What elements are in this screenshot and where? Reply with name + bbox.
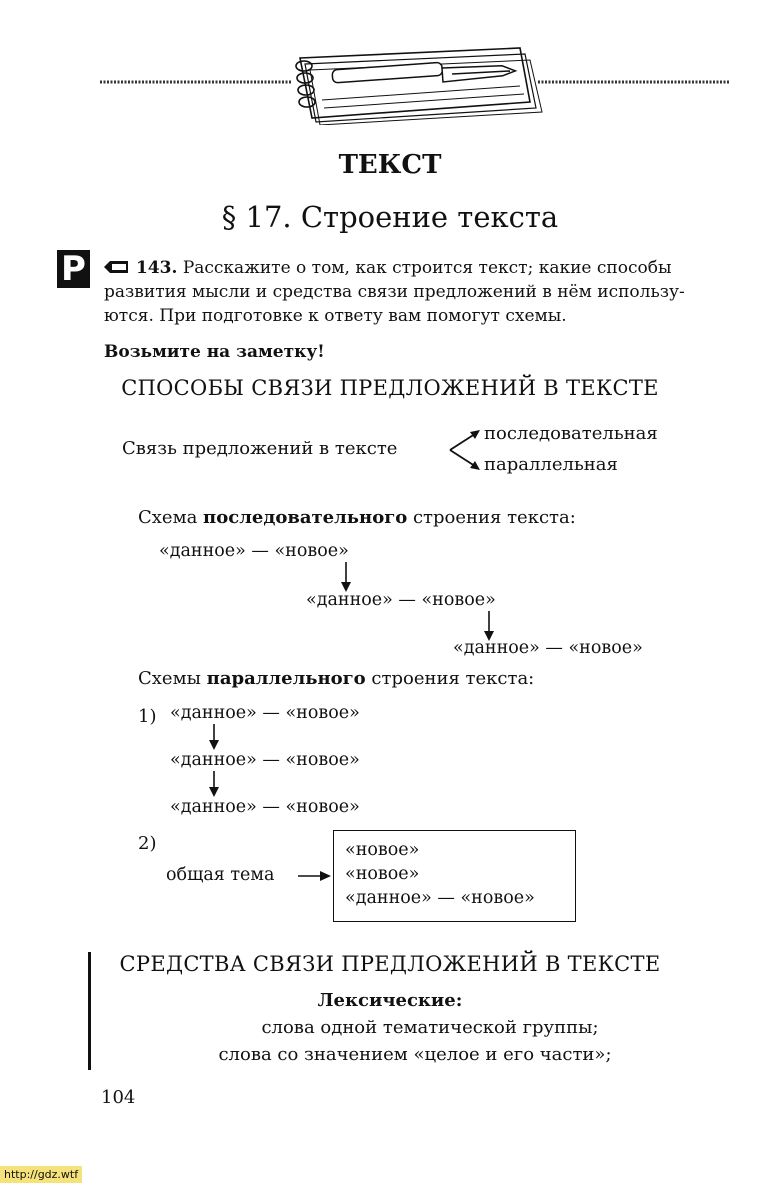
parallel-caption: Схемы параллельного строения текста: <box>138 668 535 689</box>
arrow-down-icon <box>483 611 495 641</box>
common-topic-label: общая тема <box>166 865 275 885</box>
chapter-title: ТЕКСТ <box>338 150 442 180</box>
exercise-text-line-2: развития мысли и средства связи предложений в нём использу- <box>104 282 685 302</box>
sequential-row-1: «данное» — «новое» <box>159 541 349 561</box>
exercise-text-line-1: Расскажите о том, как строится текст; какие способы <box>182 258 672 278</box>
parallel-scheme-1-label: 1) <box>138 706 157 727</box>
box-row-3: «данное» — «новое» <box>345 888 535 908</box>
methods-root-label: Связь предложений в тексте <box>122 438 398 459</box>
arrow-right-icon <box>298 868 332 884</box>
branch-arrows <box>444 424 484 476</box>
parallel-row-2: «данное» — «новое» <box>170 750 360 770</box>
exercise-number: 143. <box>136 258 178 278</box>
section-title: § 17. Строение текста <box>221 200 559 234</box>
sequential-row-3: «данное» — «новое» <box>453 638 643 658</box>
arrow-down-icon <box>208 724 220 750</box>
source-url-badge[interactable]: http://gdz.wtf <box>0 1166 82 1183</box>
arrow-down-icon <box>340 562 352 592</box>
exercise-text-line-3: ются. При подготовке к ответу вам помогут схемы. <box>104 306 567 326</box>
header-notebook-pen-illustration <box>100 40 730 125</box>
means-section-title: СРЕДСТВА СВЯЗИ ПРЕДЛОЖЕНИЙ В ТЕКСТЕ <box>119 952 661 976</box>
parallel-row-3: «данное» — «новое» <box>170 797 360 817</box>
pencil-icon <box>104 260 130 274</box>
sequential-caption: Схема последовательного строения текста: <box>138 507 576 528</box>
parallel-row-1: «данное» — «новое» <box>170 703 360 723</box>
note-heading: Возьмите на заметку! <box>104 342 325 362</box>
branch-parallel: параллельная <box>484 454 618 475</box>
sequential-row-2: «данное» — «новое» <box>306 590 496 610</box>
box-row-1: «новое» <box>345 840 420 860</box>
means-item-1: слова одной тематической группы; <box>261 1017 599 1038</box>
exercise-143 <box>104 256 736 328</box>
branch-sequential: последовательная <box>484 423 658 444</box>
methods-section-title: СПОСОБЫ СВЯЗИ ПРЕДЛОЖЕНИЙ В ТЕКСТЕ <box>121 376 659 400</box>
means-subtitle: Лексические: <box>317 990 463 1011</box>
means-item-2: слова со значением «целое и его части»; <box>218 1044 612 1065</box>
arrow-down-icon <box>208 771 220 797</box>
recitation-marker-badge: Р <box>57 250 90 288</box>
box-row-2: «новое» <box>345 864 420 884</box>
parallel-scheme-2-label: 2) <box>138 833 157 854</box>
page-number: 104 <box>101 1087 136 1108</box>
